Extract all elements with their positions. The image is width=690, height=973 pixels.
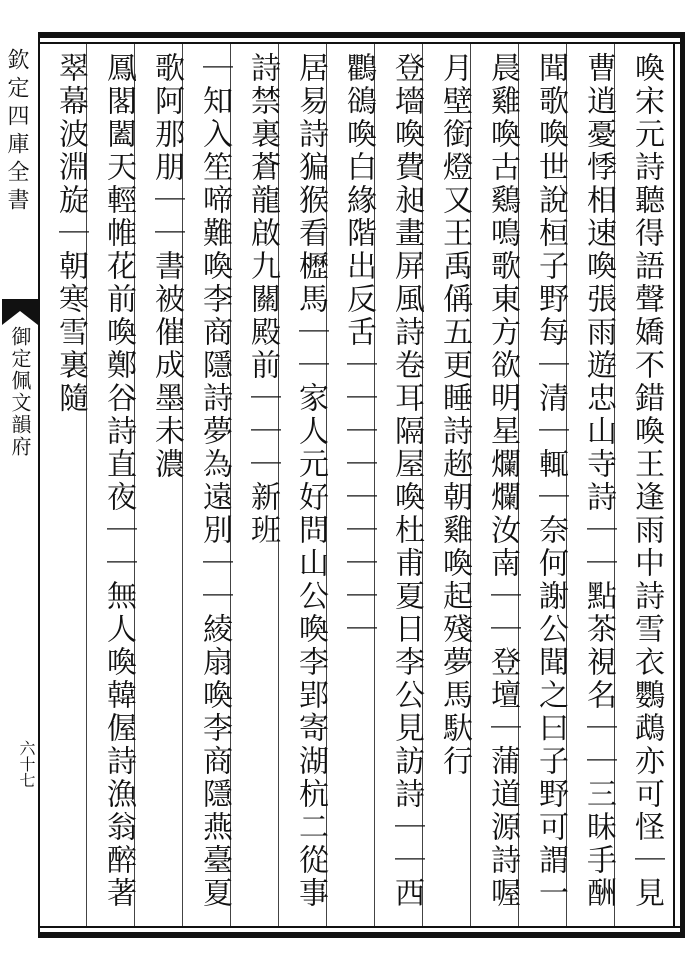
text-column-2: 曹逍憂悸相速喚張雨遊忠山寺詩｜｜點茶視名｜｜三昧手酬 — [581, 52, 616, 910]
text-column-12: 鳳閣闔天輕帷花前喚鄭谷詩直夜｜｜無人喚韓偓詩漁翁醉著 — [101, 52, 136, 910]
text-column-7: 鸜鵒喚白緣階出反舌｜｜｜｜｜｜｜｜｜ — [341, 52, 376, 646]
frame-right-rule — [680, 32, 685, 938]
text-column-11: 歌阿那朋｜｜書被催成墨未濃 — [149, 52, 184, 481]
text-column-13: 翠幕波淵旋｜朝寒雪裏隨 — [53, 52, 88, 415]
text-column-5: 月壁銜燈又王禹偁五更睡詩趂朝雞喚起殘夢馬馱行 — [437, 52, 472, 778]
margin-volume-title: 御定佩文韻府 — [8, 326, 32, 458]
text-column-4: 晨雞喚古鷄鳴歌東方欲明星爛爛汝南｜｜登壇｜蒲道源詩喔 — [485, 52, 520, 910]
margin-rule — [38, 32, 40, 938]
text-column-8: 居易詩猵猴看櫪馬｜｜家人元好問山公喚李郢寄湖杭二從事 — [293, 52, 328, 910]
text-column-10: ｜知入笙啼難喚李商隱詩夢為遠別｜｜綾扇喚李商隱燕臺夏 — [197, 52, 232, 910]
text-column-3: 聞歌喚世說桓子野每｜清｜輒｜奈何謝公聞之曰子野可謂一 — [533, 52, 568, 910]
frame-right-inner-rule — [673, 42, 675, 928]
text-column-6: 登墻喚費昶畫屏風詩卷耳隔屋喚杜甫夏日李公見訪詩｜｜西 — [389, 52, 424, 910]
fishtail-mark-icon — [0, 297, 40, 327]
text-column-9: 詩禁裏蒼龍啟九關殿前｜｜｜新班 — [245, 52, 280, 547]
frame-bottom-inner-rule — [38, 926, 684, 928]
frame-top-rule — [38, 32, 684, 38]
frame-bottom-rule — [38, 932, 684, 938]
page-number: 六十七 — [17, 740, 36, 788]
margin-book-title: 欽定四庫全書 — [4, 48, 29, 216]
text-column-1: 喚宋元詩聽得語聲嬌不錯喚王逢雨中詩雪衣鸚鵡亦可怪｜見 — [629, 52, 664, 910]
